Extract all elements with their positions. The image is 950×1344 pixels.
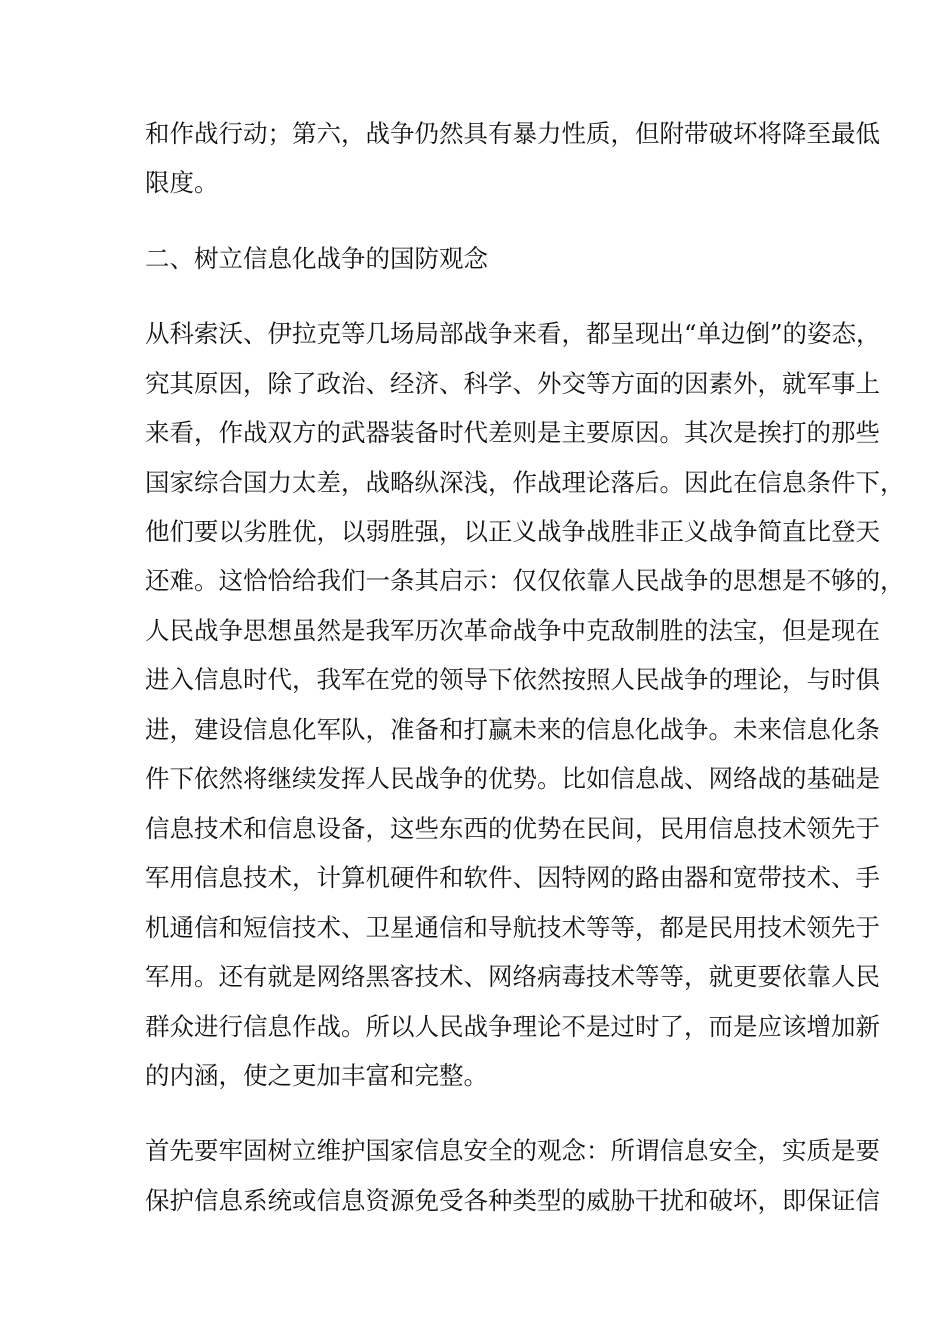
text-line: 来看，作战双方的武器装备时代差则是主要原因。其次是挨打的那些 bbox=[145, 418, 880, 447]
section-heading: 二、树立信息化战争的国防观念 bbox=[145, 244, 488, 273]
text-line: 首先要牢固树立维护国家信息安全的观念：所谓信息安全，实质是要 bbox=[145, 1136, 880, 1165]
text-line: 究其原因，除了政治、经济、科学、外交等方面的因素外，就军事上 bbox=[145, 369, 880, 398]
text-line: 从科索沃、伊拉克等几场局部战争来看，都呈现出“单边倒”的姿态， bbox=[145, 319, 881, 348]
text-line: 军用。还有就是网络黑客技术、网络病毒技术等等，就更要依靠人民 bbox=[145, 962, 880, 991]
text-line: 限度。 bbox=[145, 168, 219, 197]
text-line: 保护信息系统或信息资源免受各种类型的威胁干扰和破坏，即保证信 bbox=[145, 1186, 880, 1215]
text-line: 的内涵，使之更加丰富和完整。 bbox=[145, 1061, 488, 1090]
text-line: 件下依然将继续发挥人民战争的优势。比如信息战、网络战的基础是 bbox=[145, 764, 880, 793]
text-line: 机通信和短信技术、卫星通信和导航技术等等，都是民用技术领先于 bbox=[145, 913, 880, 942]
text-line: 和作战行动；第六，战争仍然具有暴力性质，但附带破坏将降至最低 bbox=[145, 119, 880, 148]
text-line: 信息技术和信息设备，这些东西的优势在民间，民用信息技术领先于 bbox=[145, 814, 880, 843]
text-line: 人民战争思想虽然是我军历次革命战争中克敌制胜的法宝，但是现在 bbox=[145, 616, 880, 645]
text-line: 还难。这恰恰给我们一条其启示：仅仅依靠人民战争的思想是不够的， bbox=[145, 566, 905, 595]
text-line: 群众进行信息作战。所以人民战争理论不是过时了，而是应该增加新 bbox=[145, 1012, 880, 1041]
text-line: 国家综合国力太差，战略纵深浅，作战理论落后。因此在信息条件下， bbox=[145, 468, 905, 497]
text-line: 进，建设信息化军队，准备和打赢未来的信息化战争。未来信息化条 bbox=[145, 715, 880, 744]
text-line: 进入信息时代，我军在党的领导下依然按照人民战争的理论，与时俱 bbox=[145, 665, 880, 694]
text-line: 军用信息技术，计算机硬件和软件、因特网的路由器和宽带技术、手 bbox=[145, 863, 880, 892]
text-line: 他们要以劣胜优，以弱胜强，以正义战争战胜非正义战争简直比登天 bbox=[145, 517, 880, 546]
